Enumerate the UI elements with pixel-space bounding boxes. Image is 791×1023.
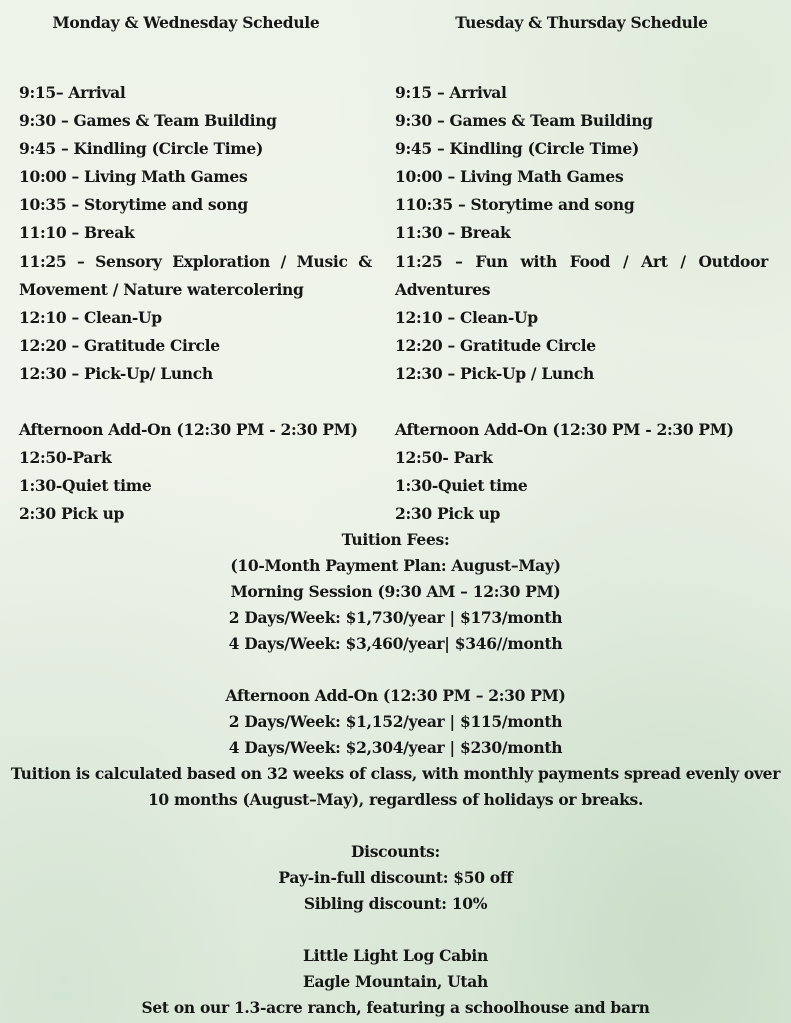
tt-item-pickup: 12:30 – Pick-Up / Lunch (395, 363, 594, 383)
tt-item-food-art: 11:25 – Fun with Food / Art / Outdoor (395, 251, 768, 271)
mw-item-storytime: 10:35 – Storytime and song (19, 195, 248, 215)
mw-item-kindling: 9:45 – Kindling (Circle Time) (19, 139, 263, 159)
tt-addon-title: Afternoon Add-On (12:30 PM - 2:30 PM) (395, 420, 734, 440)
mw-addon-park: 12:50-Park (19, 448, 112, 468)
mw-item-cleanup: 12:10 – Clean-Up (19, 307, 162, 327)
mw-item-games: 9:30 – Games & Team Building (19, 111, 277, 131)
discounts-title: Discounts: (351, 842, 440, 861)
tuition-section (0, 527, 791, 1021)
tt-addon-pickup: 2:30 Pick up (395, 504, 501, 524)
mw-addon-quiet: 1:30-Quiet time (19, 476, 152, 496)
tuition-note-line2: 10 months (August–May), regardless of holidays or breaks. (147, 790, 644, 809)
tt-item-food-art-cont: Adventures (395, 279, 491, 299)
tt-item-arrival: 9:15 – Arrival (395, 83, 507, 102)
mw-schedule-title: Monday & Wednesday Schedule (52, 13, 320, 32)
mw-item-pickup: 12:30 – Pick-Up/ Lunch (19, 363, 213, 383)
location-description: Set on our 1.3-acre ranch, featuring a schoolhouse and barn (141, 998, 650, 1017)
morning-session-title: Morning Session (9:30 AM – 12:30 PM) (230, 582, 561, 601)
mw-item-sensory: 11:25 – Sensory Exploration / Music & (19, 251, 372, 271)
sibling-discount: Sibling discount: 10% (303, 894, 488, 913)
location-name: Little Light Log Cabin (303, 946, 488, 965)
tt-item-kindling: 9:45 – Kindling (Circle Time) (395, 139, 639, 159)
morning-2days-price: 2 Days/Week: $1,730/year | $173/month (228, 608, 563, 627)
mw-item-sensory-cont: Movement / Nature watercolering (19, 279, 304, 299)
afternoon-2days-price: 2 Days/Week: $1,152/year | $115/month (228, 712, 563, 731)
afternoon-addon-title: Afternoon Add-On (12:30 PM – 2:30 PM) (225, 686, 566, 705)
location-city: Eagle Mountain, Utah (302, 972, 489, 991)
morning-4days-price: 4 Days/Week: $3,460/year| $346//month (228, 634, 563, 653)
tt-item-math: 10:00 – Living Math Games (395, 167, 624, 187)
mw-item-break: 11:10 – Break (19, 223, 135, 243)
tt-schedule-title: Tuesday & Thursday Schedule (455, 13, 708, 32)
tt-item-break: 11:30 – Break (395, 223, 511, 243)
afternoon-4days-price: 4 Days/Week: $2,304/year | $230/month (228, 738, 563, 757)
mw-item-math: 10:00 – Living Math Games (19, 167, 248, 187)
mw-item-gratitude: 12:20 – Gratitude Circle (19, 335, 220, 355)
tuition-title: Tuition Fees: (341, 530, 450, 549)
pay-in-full-discount: Pay-in-full discount: $50 off (278, 868, 513, 887)
tt-addon-park: 12:50- Park (395, 448, 493, 468)
tt-addon-quiet: 1:30-Quiet time (395, 476, 528, 496)
mw-item-arrival: 9:15– Arrival (19, 83, 126, 102)
tuition-note-line1: Tuition is calculated based on 32 weeks of class, with monthly payments spread evenly over (10, 764, 781, 783)
mw-addon-title: Afternoon Add-On (12:30 PM - 2:30 PM) (19, 420, 358, 440)
tuesday-thursday-schedule (395, 11, 768, 529)
tt-item-games: 9:30 – Games & Team Building (395, 111, 653, 131)
mw-addon-pickup: 2:30 Pick up (19, 504, 125, 524)
tt-item-storytime: 110:35 – Storytime and song (395, 195, 635, 215)
monday-wednesday-schedule (19, 11, 372, 529)
tt-item-gratitude: 12:20 – Gratitude Circle (395, 335, 596, 355)
tuition-plan: (10-Month Payment Plan: August–May) (230, 556, 561, 575)
tt-item-cleanup: 12:10 – Clean-Up (395, 307, 538, 327)
